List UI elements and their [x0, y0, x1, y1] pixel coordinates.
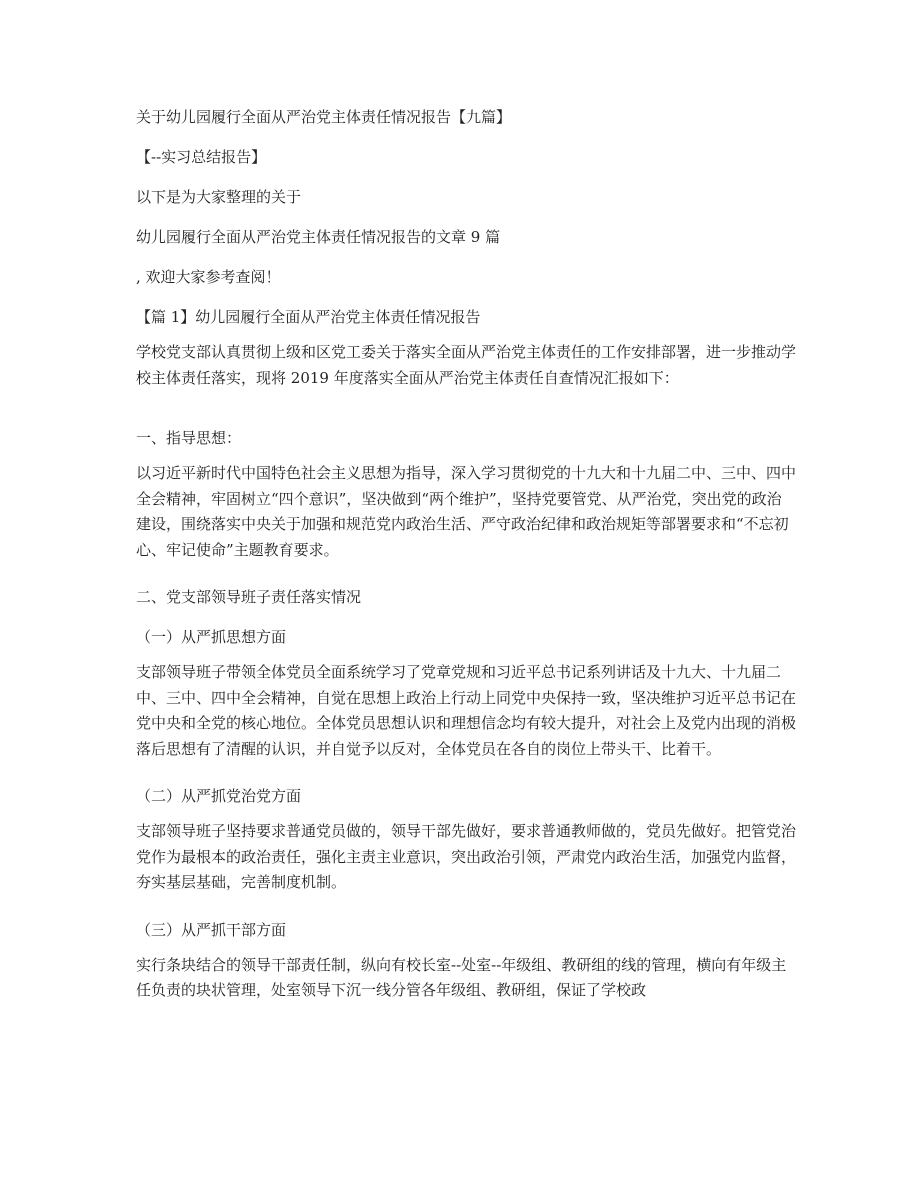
document-category: 【--实习总结报告】 — [136, 148, 267, 166]
document-title: 关于幼儿园履行全面从严治党主体责任情况报告【九篇】 — [136, 108, 512, 126]
intro-line-2: 幼儿园履行全面从严治党主体责任情况报告的文章 9 篇 — [136, 228, 501, 246]
document-page — [136, 100, 796, 1021]
intro-line-3: , 欢迎大家参考查阅！ — [136, 268, 281, 286]
subsection-1-body: 支部领导班子带领全体党员全面系统学习了党章党规和习近平总书记系列讲话及十九大、十九届二中、三中、四中全会精神，自觉在思想上政治上行动上同党中央保持一致，坚决维护习近平总书记在党中央和全党的核心地位。全体党员思想认识和理想信念均有较大提升，对社会上及党内出现的消极落后思想有了清醒的认识，并自觉予以反对，全体党员在各自的岗位上带头干、比着干。 — [136, 663, 797, 758]
article-heading: 【篇 1】幼儿园履行全面从严治党主体责任情况报告 — [136, 308, 481, 326]
subsection-2-heading: （二）从严抓党治党方面 — [136, 787, 302, 805]
opening-paragraph: 学校党支部认真贯彻上级和区党工委关于落实全面从严治党主体责任的工作安排部署，进一步推动学校主体责任落实，现将 2019 年度落实全面从严治党主体责任自查情况汇报如下： — [136, 343, 797, 387]
section-1-heading: 一、指导思想： — [136, 429, 242, 447]
subsection-2-body: 支部领导班子坚持要求普通党员做的，领导干部先做好，要求普通教师做的，党员先做好。把管党治党作为最根本的政治责任，强化主责主业意识，突出政治引领，严肃党内政治生活，加强党内监督，夯实基层基础，完善制度机制。 — [136, 822, 797, 891]
section-1-body: 以习近平新时代中国特色社会主义思想为指导，深入学习贯彻党的十九大和十九届二中、三中、四中全会精神，牢固树立“四个意识”，坚决做到“两个维护”，坚持党要管党、从严治党，突出党的政治建设，围绕落实中央关于加强和规范党内政治生活、严守政治纪律和政治规矩等部署要求和“不忘初心、牢记使命”主题教育要求。 — [136, 464, 797, 559]
subsection-3-body: 实行条块结合的领导干部责任制，纵向有校长室--处室--年级组、教研组的线的管理，横向有年级主任负责的块状管理，处室领导下沉一线分管各年级组、教研组，保证了学校政 — [136, 955, 787, 999]
intro-line-1: 以下是为大家整理的关于 — [136, 188, 302, 206]
subsection-3-heading: （三）从严抓干部方面 — [136, 920, 287, 939]
section-2-heading: 二、党支部领导班子责任落实情况 — [136, 588, 362, 606]
subsection-1-heading: （一）从严抓思想方面 — [136, 628, 287, 646]
